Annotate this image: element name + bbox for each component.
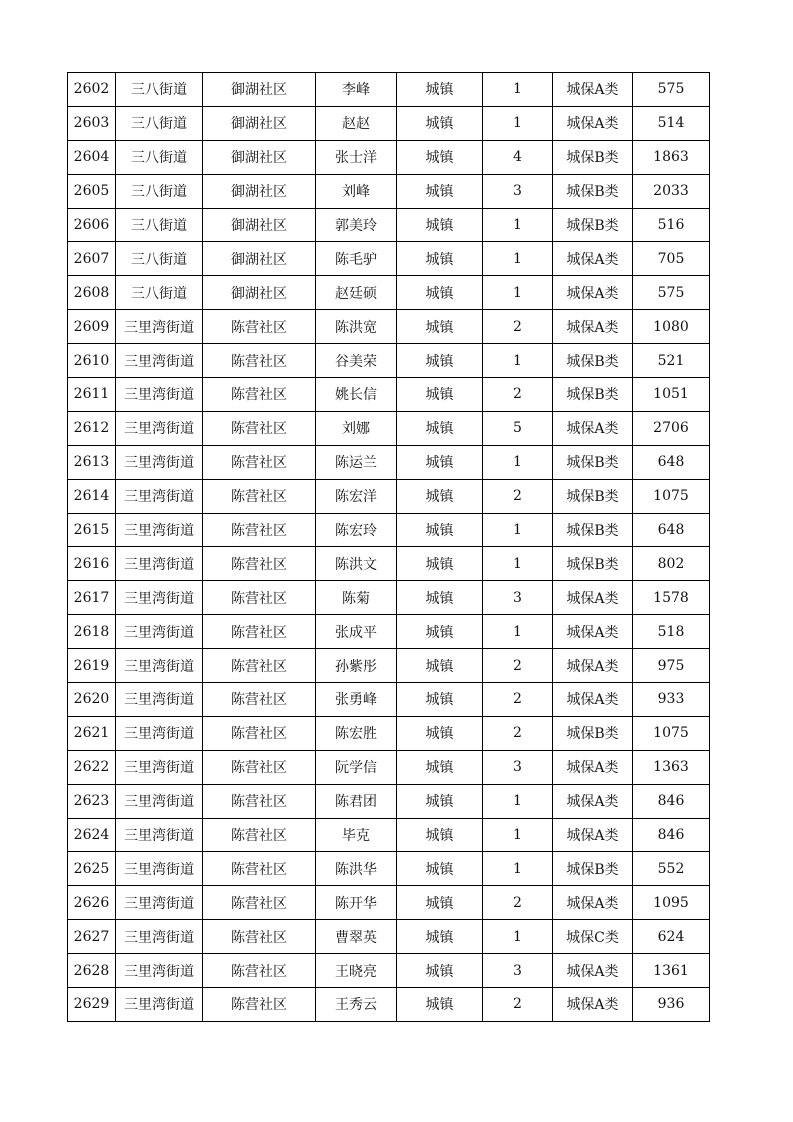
cell-insurance-category: 城保A类 xyxy=(553,106,633,140)
cell-name: 陈洪文 xyxy=(316,547,397,581)
cell-amount: 2706 xyxy=(633,411,710,445)
cell-area-type: 城镇 xyxy=(397,649,483,683)
cell-amount: 1075 xyxy=(633,716,710,750)
cell-area-type: 城镇 xyxy=(397,73,483,107)
cell-name: 郭美玲 xyxy=(316,208,397,242)
table-row xyxy=(68,954,710,988)
cell-row-number: 2620 xyxy=(68,683,116,717)
table-row xyxy=(68,276,710,310)
cell-community: 陈营社区 xyxy=(203,547,316,581)
cell-community: 御湖社区 xyxy=(203,73,316,107)
cell-street: 三里湾街道 xyxy=(116,310,203,344)
table-row xyxy=(68,140,710,174)
cell-household-size: 3 xyxy=(483,750,553,784)
cell-community: 陈营社区 xyxy=(203,920,316,954)
cell-street: 三里湾街道 xyxy=(116,716,203,750)
cell-name: 陈菊 xyxy=(316,581,397,615)
cell-street: 三里湾街道 xyxy=(116,954,203,988)
cell-household-size: 1 xyxy=(483,615,553,649)
cell-row-number: 2602 xyxy=(68,73,116,107)
cell-amount: 1361 xyxy=(633,954,710,988)
cell-insurance-category: 城保A类 xyxy=(553,818,633,852)
cell-area-type: 城镇 xyxy=(397,445,483,479)
table-row xyxy=(68,750,710,784)
table-row xyxy=(68,581,710,615)
cell-area-type: 城镇 xyxy=(397,683,483,717)
cell-area-type: 城镇 xyxy=(397,208,483,242)
cell-insurance-category: 城保B类 xyxy=(553,378,633,412)
cell-household-size: 2 xyxy=(483,988,553,1022)
cell-row-number: 2613 xyxy=(68,445,116,479)
cell-name: 陈宏胜 xyxy=(316,716,397,750)
table-row xyxy=(68,852,710,886)
cell-area-type: 城镇 xyxy=(397,276,483,310)
cell-insurance-category: 城保A类 xyxy=(553,615,633,649)
cell-row-number: 2610 xyxy=(68,344,116,378)
data-table xyxy=(67,72,710,1022)
cell-household-size: 2 xyxy=(483,683,553,717)
table-row xyxy=(68,73,710,107)
cell-area-type: 城镇 xyxy=(397,615,483,649)
cell-row-number: 2625 xyxy=(68,852,116,886)
cell-street: 三八街道 xyxy=(116,73,203,107)
cell-amount: 933 xyxy=(633,683,710,717)
cell-area-type: 城镇 xyxy=(397,581,483,615)
cell-area-type: 城镇 xyxy=(397,988,483,1022)
cell-insurance-category: 城保B类 xyxy=(553,140,633,174)
cell-household-size: 3 xyxy=(483,954,553,988)
cell-community: 御湖社区 xyxy=(203,140,316,174)
cell-name: 张士洋 xyxy=(316,140,397,174)
cell-row-number: 2628 xyxy=(68,954,116,988)
table-body xyxy=(68,73,710,1022)
cell-household-size: 2 xyxy=(483,649,553,683)
cell-row-number: 2604 xyxy=(68,140,116,174)
cell-street: 三里湾街道 xyxy=(116,784,203,818)
table-row xyxy=(68,615,710,649)
cell-name: 刘峰 xyxy=(316,174,397,208)
cell-row-number: 2607 xyxy=(68,242,116,276)
cell-row-number: 2624 xyxy=(68,818,116,852)
cell-street: 三八街道 xyxy=(116,208,203,242)
cell-row-number: 2611 xyxy=(68,378,116,412)
cell-amount: 624 xyxy=(633,920,710,954)
cell-row-number: 2623 xyxy=(68,784,116,818)
cell-area-type: 城镇 xyxy=(397,547,483,581)
cell-insurance-category: 城保A类 xyxy=(553,73,633,107)
cell-row-number: 2627 xyxy=(68,920,116,954)
cell-amount: 521 xyxy=(633,344,710,378)
cell-community: 陈营社区 xyxy=(203,378,316,412)
cell-area-type: 城镇 xyxy=(397,784,483,818)
cell-community: 陈营社区 xyxy=(203,750,316,784)
cell-area-type: 城镇 xyxy=(397,920,483,954)
cell-row-number: 2615 xyxy=(68,513,116,547)
table-row xyxy=(68,920,710,954)
cell-insurance-category: 城保A类 xyxy=(553,242,633,276)
cell-household-size: 2 xyxy=(483,886,553,920)
table-row xyxy=(68,784,710,818)
cell-amount: 516 xyxy=(633,208,710,242)
cell-household-size: 1 xyxy=(483,852,553,886)
cell-amount: 518 xyxy=(633,615,710,649)
cell-insurance-category: 城保B类 xyxy=(553,716,633,750)
cell-household-size: 5 xyxy=(483,411,553,445)
cell-name: 刘娜 xyxy=(316,411,397,445)
cell-area-type: 城镇 xyxy=(397,818,483,852)
cell-street: 三里湾街道 xyxy=(116,920,203,954)
cell-household-size: 1 xyxy=(483,513,553,547)
cell-name: 陈开华 xyxy=(316,886,397,920)
cell-row-number: 2603 xyxy=(68,106,116,140)
table-row xyxy=(68,513,710,547)
table-row xyxy=(68,716,710,750)
cell-name: 李峰 xyxy=(316,73,397,107)
cell-household-size: 2 xyxy=(483,716,553,750)
table-row xyxy=(68,649,710,683)
cell-amount: 846 xyxy=(633,784,710,818)
cell-community: 陈营社区 xyxy=(203,411,316,445)
cell-row-number: 2616 xyxy=(68,547,116,581)
cell-amount: 648 xyxy=(633,513,710,547)
cell-name: 赵廷硕 xyxy=(316,276,397,310)
cell-row-number: 2619 xyxy=(68,649,116,683)
cell-insurance-category: 城保B类 xyxy=(553,852,633,886)
cell-row-number: 2622 xyxy=(68,750,116,784)
cell-name: 姚长信 xyxy=(316,378,397,412)
cell-street: 三八街道 xyxy=(116,276,203,310)
cell-name: 陈宏玲 xyxy=(316,513,397,547)
cell-row-number: 2609 xyxy=(68,310,116,344)
cell-row-number: 2614 xyxy=(68,479,116,513)
cell-street: 三里湾街道 xyxy=(116,649,203,683)
cell-street: 三八街道 xyxy=(116,106,203,140)
cell-area-type: 城镇 xyxy=(397,140,483,174)
cell-area-type: 城镇 xyxy=(397,750,483,784)
cell-amount: 1095 xyxy=(633,886,710,920)
cell-street: 三里湾街道 xyxy=(116,988,203,1022)
cell-insurance-category: 城保B类 xyxy=(553,174,633,208)
cell-row-number: 2608 xyxy=(68,276,116,310)
cell-amount: 975 xyxy=(633,649,710,683)
cell-community: 陈营社区 xyxy=(203,886,316,920)
cell-insurance-category: 城保A类 xyxy=(553,310,633,344)
cell-area-type: 城镇 xyxy=(397,479,483,513)
cell-community: 御湖社区 xyxy=(203,242,316,276)
cell-household-size: 1 xyxy=(483,208,553,242)
cell-area-type: 城镇 xyxy=(397,310,483,344)
cell-row-number: 2621 xyxy=(68,716,116,750)
cell-insurance-category: 城保A类 xyxy=(553,683,633,717)
table-row xyxy=(68,547,710,581)
cell-household-size: 1 xyxy=(483,818,553,852)
cell-name: 孙紫彤 xyxy=(316,649,397,683)
cell-insurance-category: 城保B类 xyxy=(553,479,633,513)
cell-street: 三里湾街道 xyxy=(116,445,203,479)
cell-amount: 1363 xyxy=(633,750,710,784)
cell-insurance-category: 城保B类 xyxy=(553,344,633,378)
cell-name: 陈宏洋 xyxy=(316,479,397,513)
cell-insurance-category: 城保B类 xyxy=(553,445,633,479)
cell-insurance-category: 城保A类 xyxy=(553,581,633,615)
cell-street: 三里湾街道 xyxy=(116,411,203,445)
cell-insurance-category: 城保C类 xyxy=(553,920,633,954)
table-row xyxy=(68,310,710,344)
cell-area-type: 城镇 xyxy=(397,886,483,920)
cell-name: 陈洪华 xyxy=(316,852,397,886)
cell-community: 陈营社区 xyxy=(203,784,316,818)
table-row xyxy=(68,683,710,717)
cell-street: 三里湾街道 xyxy=(116,513,203,547)
cell-community: 陈营社区 xyxy=(203,445,316,479)
cell-name: 毕克 xyxy=(316,818,397,852)
table-row xyxy=(68,344,710,378)
cell-row-number: 2606 xyxy=(68,208,116,242)
cell-community: 陈营社区 xyxy=(203,479,316,513)
cell-amount: 1080 xyxy=(633,310,710,344)
cell-area-type: 城镇 xyxy=(397,242,483,276)
cell-community: 陈营社区 xyxy=(203,988,316,1022)
cell-row-number: 2612 xyxy=(68,411,116,445)
cell-name: 陈运兰 xyxy=(316,445,397,479)
cell-community: 御湖社区 xyxy=(203,208,316,242)
cell-insurance-category: 城保A类 xyxy=(553,276,633,310)
cell-household-size: 1 xyxy=(483,445,553,479)
cell-area-type: 城镇 xyxy=(397,513,483,547)
cell-amount: 936 xyxy=(633,988,710,1022)
cell-community: 陈营社区 xyxy=(203,344,316,378)
cell-amount: 575 xyxy=(633,276,710,310)
cell-amount: 648 xyxy=(633,445,710,479)
cell-household-size: 1 xyxy=(483,344,553,378)
cell-household-size: 1 xyxy=(483,547,553,581)
cell-name: 阮学信 xyxy=(316,750,397,784)
cell-household-size: 1 xyxy=(483,276,553,310)
cell-community: 陈营社区 xyxy=(203,615,316,649)
cell-street: 三里湾街道 xyxy=(116,615,203,649)
cell-amount: 1051 xyxy=(633,378,710,412)
cell-household-size: 1 xyxy=(483,73,553,107)
cell-community: 陈营社区 xyxy=(203,954,316,988)
cell-insurance-category: 城保A类 xyxy=(553,784,633,818)
cell-household-size: 2 xyxy=(483,479,553,513)
cell-name: 陈君团 xyxy=(316,784,397,818)
cell-name: 张成平 xyxy=(316,615,397,649)
cell-row-number: 2617 xyxy=(68,581,116,615)
cell-amount: 514 xyxy=(633,106,710,140)
cell-name: 陈洪宽 xyxy=(316,310,397,344)
cell-household-size: 1 xyxy=(483,920,553,954)
cell-amount: 1075 xyxy=(633,479,710,513)
cell-area-type: 城镇 xyxy=(397,344,483,378)
table-row xyxy=(68,242,710,276)
cell-amount: 552 xyxy=(633,852,710,886)
cell-street: 三八街道 xyxy=(116,242,203,276)
cell-area-type: 城镇 xyxy=(397,411,483,445)
cell-street: 三八街道 xyxy=(116,174,203,208)
cell-community: 陈营社区 xyxy=(203,310,316,344)
cell-street: 三八街道 xyxy=(116,140,203,174)
cell-street: 三里湾街道 xyxy=(116,683,203,717)
cell-insurance-category: 城保A类 xyxy=(553,750,633,784)
cell-amount: 575 xyxy=(633,73,710,107)
cell-community: 陈营社区 xyxy=(203,852,316,886)
cell-row-number: 2605 xyxy=(68,174,116,208)
cell-amount: 1578 xyxy=(633,581,710,615)
cell-insurance-category: 城保A类 xyxy=(553,411,633,445)
cell-area-type: 城镇 xyxy=(397,174,483,208)
cell-community: 陈营社区 xyxy=(203,716,316,750)
cell-amount: 846 xyxy=(633,818,710,852)
cell-insurance-category: 城保B类 xyxy=(553,513,633,547)
table-row xyxy=(68,208,710,242)
cell-household-size: 2 xyxy=(483,378,553,412)
cell-insurance-category: 城保B类 xyxy=(553,208,633,242)
cell-amount: 802 xyxy=(633,547,710,581)
cell-amount: 2033 xyxy=(633,174,710,208)
cell-street: 三里湾街道 xyxy=(116,852,203,886)
table-row xyxy=(68,988,710,1022)
cell-name: 赵赵 xyxy=(316,106,397,140)
cell-household-size: 2 xyxy=(483,310,553,344)
cell-area-type: 城镇 xyxy=(397,852,483,886)
cell-street: 三里湾街道 xyxy=(116,479,203,513)
cell-row-number: 2626 xyxy=(68,886,116,920)
cell-community: 御湖社区 xyxy=(203,276,316,310)
table-row xyxy=(68,479,710,513)
cell-name: 张勇峰 xyxy=(316,683,397,717)
cell-name: 陈毛驴 xyxy=(316,242,397,276)
cell-community: 陈营社区 xyxy=(203,818,316,852)
table-row xyxy=(68,411,710,445)
cell-street: 三里湾街道 xyxy=(116,344,203,378)
cell-name: 曹翠英 xyxy=(316,920,397,954)
cell-household-size: 3 xyxy=(483,174,553,208)
cell-household-size: 1 xyxy=(483,106,553,140)
table-row xyxy=(68,886,710,920)
cell-community: 御湖社区 xyxy=(203,174,316,208)
cell-community: 陈营社区 xyxy=(203,513,316,547)
cell-insurance-category: 城保B类 xyxy=(553,547,633,581)
cell-insurance-category: 城保A类 xyxy=(553,988,633,1022)
cell-street: 三里湾街道 xyxy=(116,581,203,615)
cell-area-type: 城镇 xyxy=(397,954,483,988)
table-row xyxy=(68,174,710,208)
cell-street: 三里湾街道 xyxy=(116,886,203,920)
cell-name: 王晓亮 xyxy=(316,954,397,988)
cell-community: 御湖社区 xyxy=(203,106,316,140)
cell-street: 三里湾街道 xyxy=(116,378,203,412)
cell-insurance-category: 城保A类 xyxy=(553,954,633,988)
table-row xyxy=(68,106,710,140)
cell-insurance-category: 城保A类 xyxy=(553,649,633,683)
cell-amount: 1863 xyxy=(633,140,710,174)
cell-area-type: 城镇 xyxy=(397,106,483,140)
cell-area-type: 城镇 xyxy=(397,716,483,750)
cell-street: 三里湾街道 xyxy=(116,750,203,784)
cell-street: 三里湾街道 xyxy=(116,818,203,852)
cell-row-number: 2618 xyxy=(68,615,116,649)
table-row xyxy=(68,818,710,852)
cell-household-size: 1 xyxy=(483,242,553,276)
cell-name: 谷美荣 xyxy=(316,344,397,378)
table-row xyxy=(68,378,710,412)
cell-community: 陈营社区 xyxy=(203,683,316,717)
cell-row-number: 2629 xyxy=(68,988,116,1022)
cell-area-type: 城镇 xyxy=(397,378,483,412)
cell-household-size: 3 xyxy=(483,581,553,615)
cell-insurance-category: 城保A类 xyxy=(553,886,633,920)
cell-street: 三里湾街道 xyxy=(116,547,203,581)
cell-name: 王秀云 xyxy=(316,988,397,1022)
cell-household-size: 4 xyxy=(483,140,553,174)
cell-amount: 705 xyxy=(633,242,710,276)
cell-household-size: 1 xyxy=(483,784,553,818)
table-row xyxy=(68,445,710,479)
cell-community: 陈营社区 xyxy=(203,649,316,683)
cell-community: 陈营社区 xyxy=(203,581,316,615)
